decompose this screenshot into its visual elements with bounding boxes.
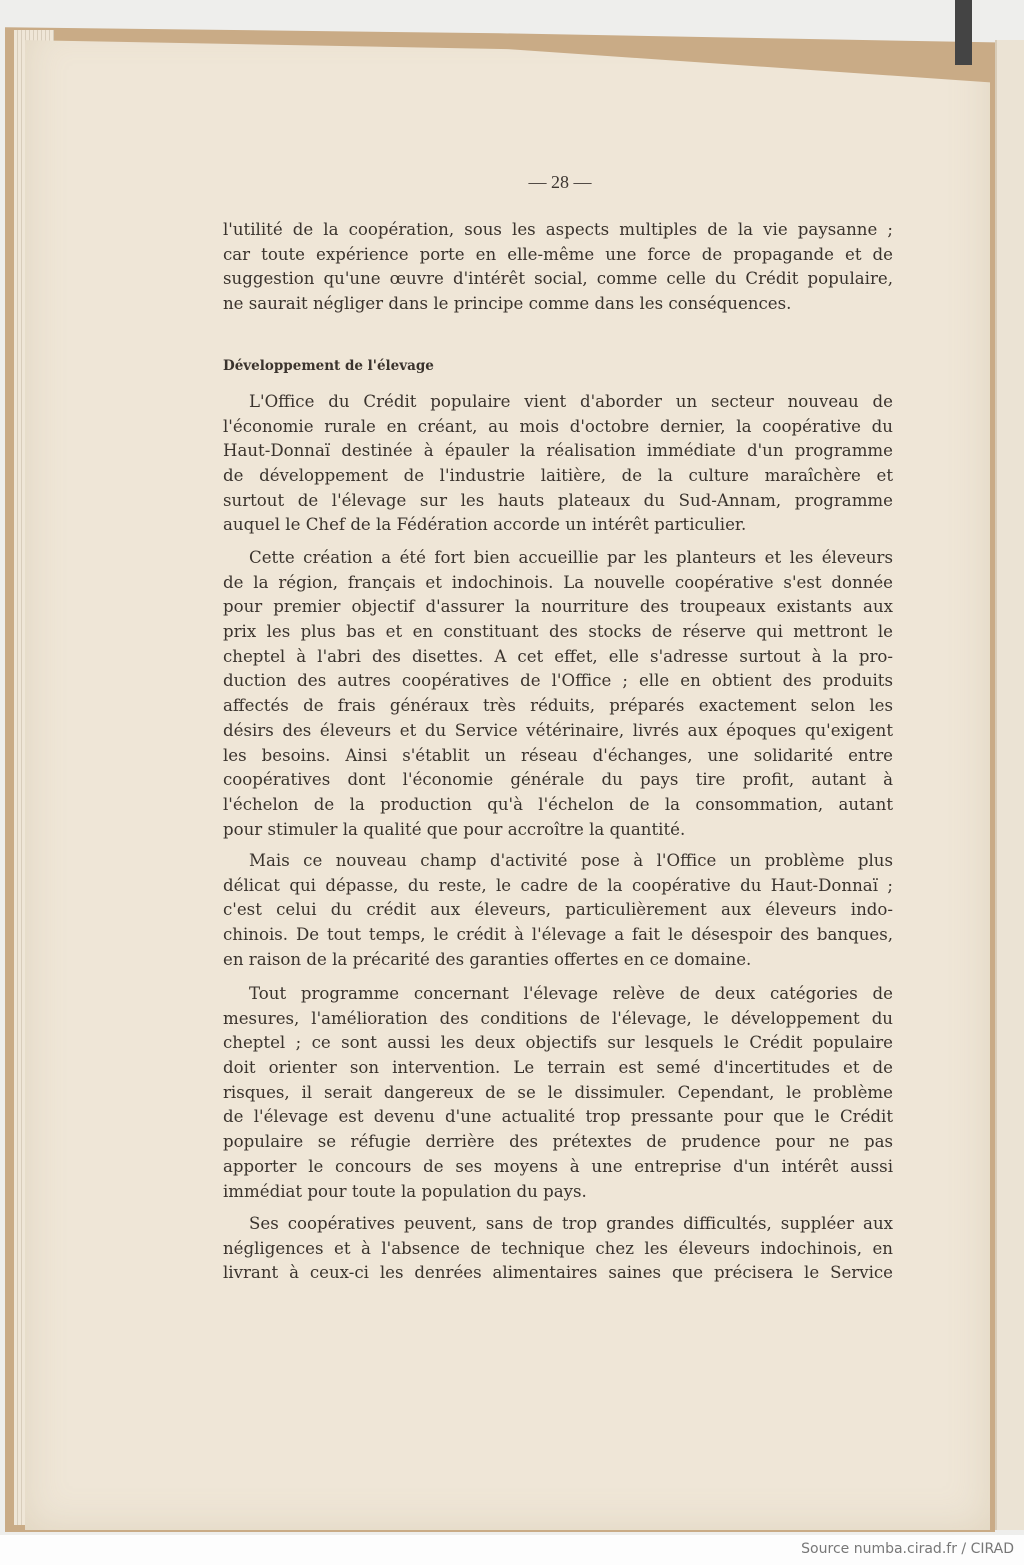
text-line: l'économie rurale en créant, au mois d'octobre dernier, la coopérative du <box>223 416 893 436</box>
text-line: l'utilité de la coopération, sous les aspects multiples de la vie paysanne ; <box>223 220 893 239</box>
text-line: en raison de la précarité des garanties offertes en ce domaine. <box>223 949 752 969</box>
paragraph <box>223 1212 893 1286</box>
text-line: Cette création a été fort bien accueillie par les planteurs et les éleveurs <box>249 548 893 567</box>
paragraph <box>223 390 893 538</box>
text-line: pour premier objectif d'assurer la nourriture des troupeaux existants aux <box>223 597 893 617</box>
text-line: doit orienter son intervention. Le terrain est semé d'incertitudes et de <box>223 1058 893 1078</box>
paragraph <box>223 982 893 1204</box>
text-line: négligences et à l'absence de technique chez les éleveurs indochinois, en <box>223 1238 893 1258</box>
text-line: c'est celui du crédit aux éleveurs, particulièrement aux éleveurs indo- <box>223 900 893 920</box>
text-line: immédiat pour toute la population du pays. <box>223 1181 587 1201</box>
text-line: cheptel ; ce sont aussi les deux objectifs sur lesquels le Crédit populaire <box>223 1033 893 1053</box>
text-line: ne saurait négliger dans le principe comme dans les conséquences. <box>223 294 792 314</box>
paragraph <box>223 218 893 317</box>
text-line: de la région, français et indochinois. La nouvelle coopérative s'est donnée <box>223 572 893 592</box>
text-line: livrant à ceux-ci les denrées alimentaires saines que précisera le Service <box>223 1263 893 1283</box>
text-line: délicat qui dépasse, du reste, le cadre de la coopérative du Haut-Donnaï ; <box>223 875 893 895</box>
text-line: chinois. De tout temps, le crédit à l'élevage a fait le désespoir des banques, <box>223 925 893 945</box>
text-line: suggestion qu'une œuvre d'intérêt social, comme celle du Crédit populaire, <box>223 269 893 289</box>
text-line: de l'élevage est devenu d'une actualité trop pressante pour que le Crédit <box>223 1107 893 1127</box>
source-credit: Source numba.cirad.fr / CIRAD <box>801 1541 1014 1557</box>
facing-page-edge <box>995 40 1024 1530</box>
text-line: risques, il serait dangereux de se le dissimuler. Cependant, le problème <box>223 1082 893 1102</box>
text-line: désirs des éleveurs et du Service vétérinaire, livrés aux époques qu'exigent <box>223 720 893 740</box>
text-line: coopératives dont l'économie générale du pays tire profit, autant à <box>223 770 893 790</box>
text-line: pour stimuler la qualité que pour accroître la quantité. <box>223 819 686 839</box>
page-number: — 28 — <box>528 172 592 192</box>
text-line: L'Office du Crédit populaire vient d'aborder un secteur nouveau de <box>249 392 893 411</box>
text-line: apporter le concours de ses moyens à une entreprise d'un intérêt aussi <box>223 1156 893 1176</box>
text-line: duction des autres coopératives de l'Office ; elle en obtient des produits <box>223 671 893 691</box>
text-line: affectés de frais généraux très réduits, préparés exactement selon les <box>223 696 893 716</box>
text-line: cheptel à l'abri des disettes. A cet effet, elle s'adresse surtout à la pro- <box>223 646 893 666</box>
text-line: populaire se réfugie derrière des prétextes de prudence pour ne pas <box>223 1132 893 1152</box>
text-line: auquel le Chef de la Fédération accorde un intérêt particulier. <box>223 515 747 535</box>
paragraph <box>223 546 893 842</box>
text-line: surtout de l'élevage sur les hauts plateaux du Sud-Annam, programme <box>223 490 893 510</box>
binding-clip <box>955 0 972 65</box>
text-line: prix les plus bas et en constituant des stocks de réserve qui mettront le <box>223 622 893 642</box>
text-line: Ses coopératives peuvent, sans de trop grandes difficultés, suppléer aux <box>249 1214 893 1233</box>
text-line: Haut-Donnaï destinée à épauler la réalisation immédiate d'un programme <box>223 441 893 461</box>
text-line: de développement de l'industrie laitière, de la culture maraîchère et <box>223 466 893 486</box>
text-line: car toute expérience porte en elle-même une force de propagande et de <box>223 244 893 264</box>
text-line: Mais ce nouveau champ d'activité pose à l'Office un problème plus <box>249 851 893 870</box>
section-heading: Développement de l'élevage <box>223 358 434 374</box>
text-line: mesures, l'amélioration des conditions de l'élevage, le développement du <box>223 1008 893 1028</box>
text-line: l'échelon de la production qu'à l'échelon de la consommation, autant <box>223 794 893 814</box>
paragraph <box>223 849 893 972</box>
text-line: les besoins. Ainsi s'établit un réseau d'échanges, une solidarité entre <box>223 745 893 765</box>
text-line: Tout programme concernant l'élevage relève de deux catégories de <box>249 984 893 1003</box>
